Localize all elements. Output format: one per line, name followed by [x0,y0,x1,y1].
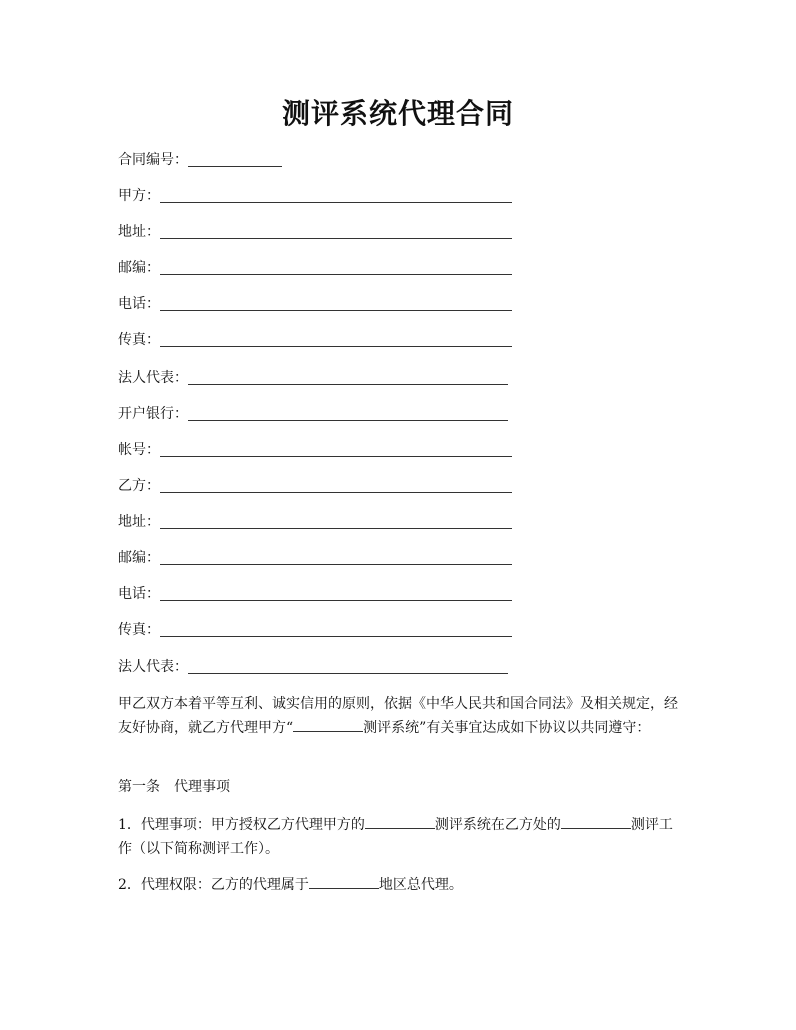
clause-1-2 [118,873,684,897]
party-b-legal-rep-field [118,657,508,677]
clause-1-1 [118,813,684,861]
field-label: 传真： [118,622,160,638]
party-b-postcode-blank[interactable] [160,548,512,565]
party-a-phone-field [118,294,512,314]
party-a-bank-field [118,404,508,424]
region-blank[interactable] [309,873,379,889]
party-b-address-blank[interactable] [160,512,512,529]
clause-1-1-part3: 测评工作（以下简称测评工作）。 [118,817,673,857]
party-a-address-blank[interactable] [160,222,512,239]
party-b-postcode-field [118,548,512,568]
party-b-fax-field [118,620,512,640]
field-label: 甲方： [118,188,160,204]
clause-1-1-blank-b[interactable] [561,813,631,829]
party-a-fax-blank[interactable] [160,330,512,347]
contract-number-label: 合同编号： [118,152,188,168]
system-name-blank[interactable] [293,716,363,732]
party-a-legal-rep-field [118,368,508,388]
intro-paragraph [118,692,684,740]
intro-text-part2: 测评系统”有关事宜达成如下协议以共同遵守： [363,720,651,736]
contract-number-blank[interactable] [188,150,282,167]
party-a-account-field [118,440,512,460]
field-label: 法人代表： [118,370,188,386]
field-label: 地址： [118,224,160,240]
field-label: 邮编： [118,260,160,276]
party-a-phone-blank[interactable] [160,294,512,311]
field-label: 开户银行： [118,406,188,422]
article-1-heading: 第一条 代理事项 [118,779,230,795]
document-title: 测评系统代理合同 [281,97,514,130]
field-label: 传真： [118,332,160,348]
party-b-name-blank[interactable] [160,476,512,493]
party-a-bank-blank[interactable] [188,404,508,421]
contract-number-field [118,150,282,170]
clause-1-1-part1: 1．代理事项：甲方授权乙方代理甲方的 [118,817,365,833]
party-b-legal-rep-blank[interactable] [188,657,508,674]
field-label: 乙方： [118,478,160,494]
party-b-phone-blank[interactable] [160,584,512,601]
party-a-postcode-blank[interactable] [160,258,512,275]
party-b-phone-field [118,584,512,604]
clause-1-2-part1: 2．代理权限：乙方的代理属于 [118,877,309,893]
field-label: 邮编： [118,550,160,566]
intro-text-part1: 甲乙双方本着平等互利、诚实信用的原则，依据《中华人民共和国合同法》及相关规定，经友好协商，就乙方代理甲方“ [118,696,678,736]
field-label: 电话： [118,296,160,312]
party-b-address-field [118,512,512,532]
field-label: 法人代表： [118,659,188,675]
field-label: 帐号： [118,442,160,458]
clause-1-2-part2: 地区总代理。 [378,877,463,893]
field-label: 地址： [118,514,160,530]
party-a-postcode-field [118,258,512,278]
clause-1-1-blank-a[interactable] [365,813,435,829]
party-a-name-blank[interactable] [160,186,512,203]
party-a-legal-rep-blank[interactable] [188,368,508,385]
party-a-fax-field [118,330,512,350]
party-b-fax-blank[interactable] [160,620,512,637]
clause-1-1-part2: 测评系统在乙方处的 [434,817,561,833]
field-label: 电话： [118,586,160,602]
party-b-name-field [118,476,512,496]
party-a-address-field [118,222,512,242]
party-a-account-blank[interactable] [160,440,512,457]
party-a-name-field [118,186,512,206]
